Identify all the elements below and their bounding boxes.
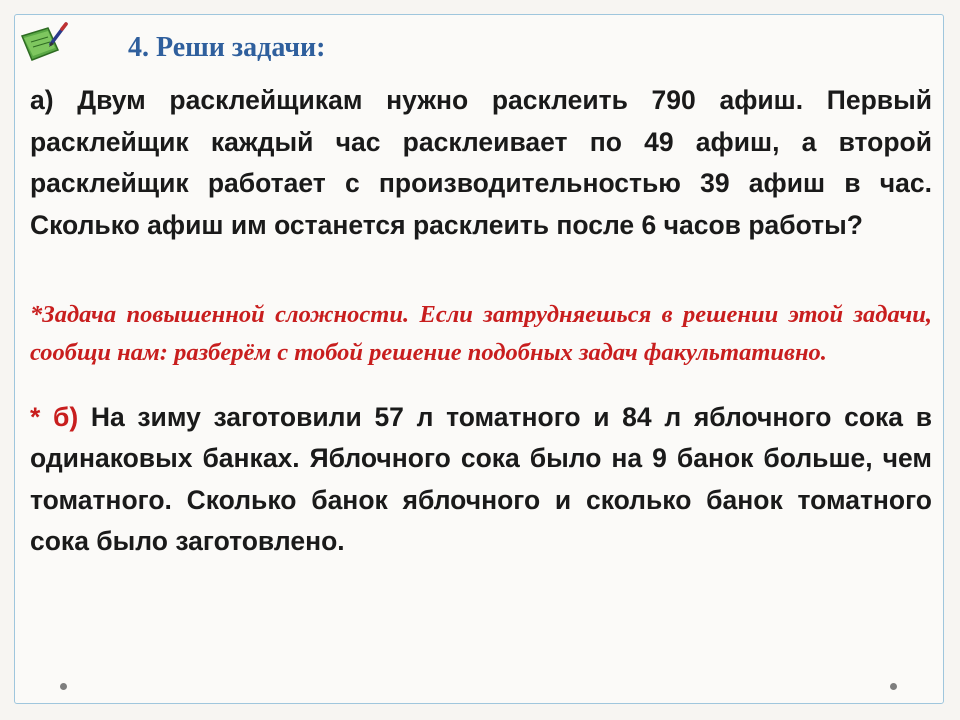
- bottom-right-dot: [890, 683, 897, 690]
- bottom-left-dot: [60, 683, 67, 690]
- slide-content: [30, 80, 932, 563]
- task-b-text: На зиму заготовили 57 л томатного и 84 л яблочного сока в одинаковых банках. Яблочного сока было на 9 банок больше, чем томатного. Сколько банок яблочного и сколько банок томатного сока было заготовлено.: [30, 401, 932, 556]
- task-b-marker: * б): [30, 401, 79, 432]
- notebook-pen-icon: [18, 20, 72, 64]
- task-b: [30, 397, 932, 563]
- difficulty-note: *Задача повышенной сложности. Если затрудняешься в решении этой задачи, сообщи нам: разберём с тобой решение подобных задач факультативно.: [30, 301, 932, 366]
- task-a-text: а) Двум расклейщикам нужно расклеить 790 афиш. Первый расклейщик каждый час расклеивает по 49 афиш, а второй расклейщик работает с производительностью 39 афиш в час. Сколько афиш им останется расклеить после 6 часов работы?: [30, 85, 932, 240]
- page-title: 4. Реши задачи:: [128, 32, 326, 63]
